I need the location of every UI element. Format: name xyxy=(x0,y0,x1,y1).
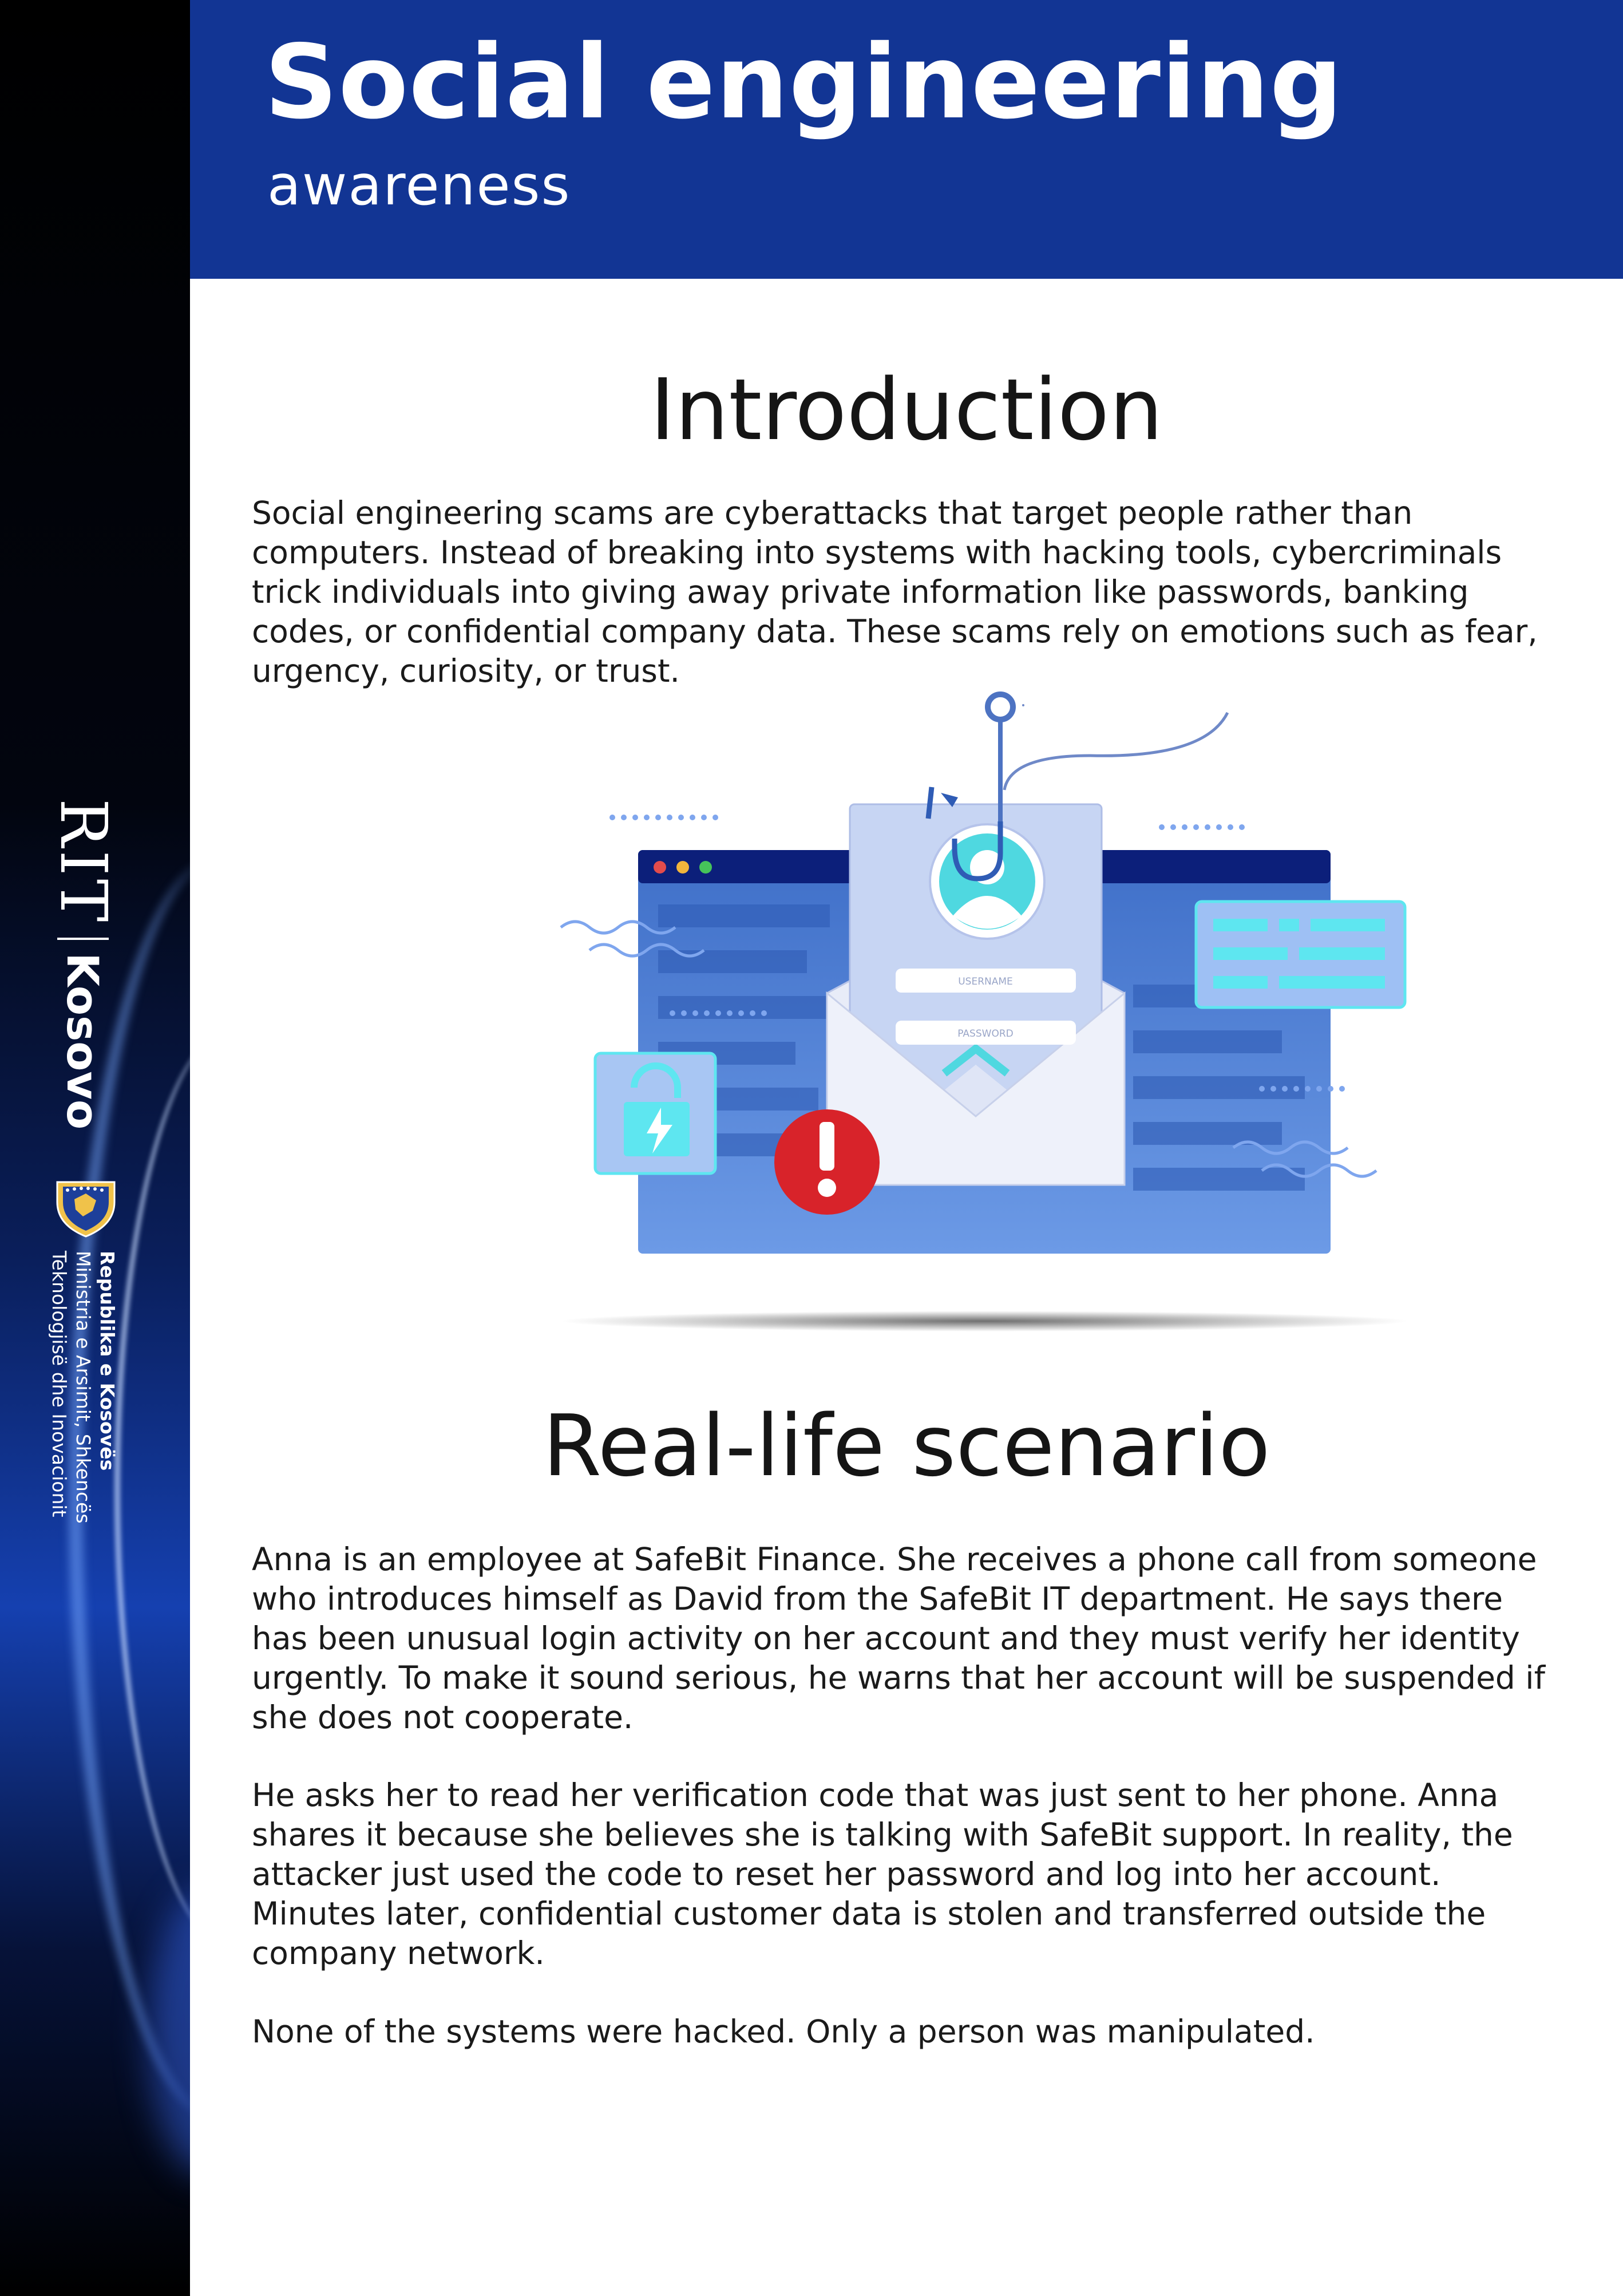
rit-logo-text: RIT xyxy=(46,799,120,926)
header-banner xyxy=(190,0,1623,279)
logo-divider xyxy=(57,938,109,940)
introduction-text: Social engineering scams are cyberattacks that target people rather than computers. Instead of breaking into systems with hacking tools, cybercriminals trick individuals into giving away private information like passwords, banking codes, or confidential company data. These scams rely on emotions such as fear, urgency, curiosity, or trust. xyxy=(252,495,1538,689)
scenario-paragraph: None of the systems were hacked. Only a person was manipulated. xyxy=(252,2013,1315,2050)
kosovo-logo-text: Kosovo xyxy=(57,953,109,1130)
gov-line-1: Republika e Kosovës xyxy=(96,1251,118,1471)
gov-line-3: Teknologjisë dhe Inovacionit xyxy=(48,1251,70,1518)
phishing-email-icon xyxy=(549,664,1419,1345)
sidebar xyxy=(0,0,190,2296)
scenario-paragraph: He asks her to read her verification code that was just sent to her phone. Anna shares it because she believes she is talking with SafeBit support. In reality, the attacker just used the code to reset her password and log into her account. Minutes later, confidential customer data is stolen and transferred outside the company network. xyxy=(252,1777,1513,1971)
password-field-label: PASSWORD xyxy=(957,1028,1014,1040)
gov-line-2: Ministria e Arsimit, Shkencës xyxy=(72,1251,94,1524)
kosovo-emblem-icon xyxy=(52,1176,120,1239)
page-subtitle: awareness xyxy=(267,153,571,218)
page-title: Social engineering xyxy=(264,23,1344,141)
username-field-label: USERNAME xyxy=(958,976,1013,987)
scenario-paragraph: Anna is an employee at SafeBit Finance. She receives a phone call from someone who introduces himself as David from the SafeBit IT department. He says there has been unusual login activity on her account and they must verify her identity urgently. To make it sound serious, he warns that her account will be suspended if she does not cooperate. xyxy=(252,1541,1545,1736)
introduction-heading: Introduction xyxy=(650,361,1163,459)
ministry-text xyxy=(47,1251,119,1524)
scenario-heading: Real-life scenario xyxy=(543,1397,1270,1495)
rit-kosovo-logo xyxy=(46,799,120,1129)
